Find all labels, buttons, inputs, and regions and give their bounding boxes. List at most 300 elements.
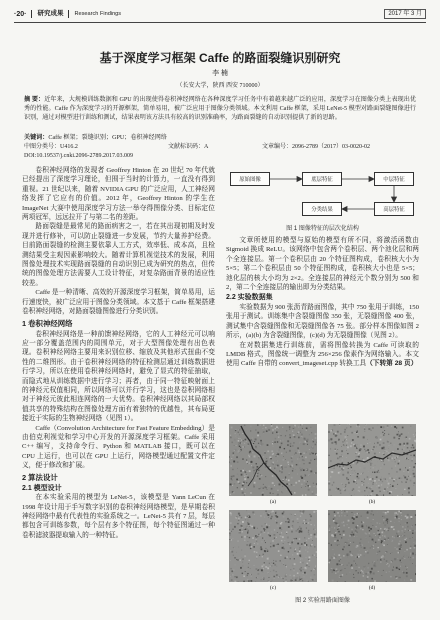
paragraph-text: 在对数据集进行训练前，需将图像转换为 Caffe 可读取的 LMDB 格式，图像统一调整为 256×256 像素作为网络输入。本文使用 Caffe 自带的 convert_imageset.cpp 转换工具: [226, 341, 419, 368]
texture-grain: [338, 469, 339, 470]
texture-grain: [335, 572, 336, 573]
texture-grain: [379, 452, 380, 453]
texture-grain: [246, 474, 247, 475]
texture-grain: [308, 487, 309, 488]
texture-grain: [260, 531, 262, 533]
texture-grain: [309, 434, 310, 435]
texture-grain: [255, 446, 257, 448]
texture-grain: [339, 457, 340, 458]
texture-grain: [360, 447, 361, 448]
texture-grain: [231, 539, 232, 540]
texture-grain: [371, 487, 372, 488]
texture-grain: [255, 429, 256, 430]
texture-grain: [238, 429, 239, 430]
texture-grain: [288, 521, 290, 523]
texture-grain: [300, 570, 302, 572]
texture-grain: [238, 481, 240, 483]
texture-grain: [334, 511, 335, 512]
texture-grain: [412, 532, 413, 533]
texture-grain: [330, 532, 331, 533]
texture-grain: [367, 517, 369, 519]
texture-grain: [253, 444, 254, 445]
texture-grain: [348, 482, 350, 484]
texture-grain: [302, 459, 304, 461]
texture-grain: [303, 520, 304, 521]
diagram-box: 分类结果: [302, 202, 342, 216]
texture-grain: [379, 491, 380, 492]
texture-grain: [265, 542, 266, 543]
paragraph: [226, 341, 419, 369]
texture-grain: [299, 531, 300, 532]
texture-grain: [358, 454, 359, 455]
texture-grain: [252, 452, 253, 453]
texture-grain: [342, 549, 343, 550]
texture-grain: [243, 477, 244, 478]
texture-grain: [367, 450, 368, 451]
texture-grain: [239, 446, 240, 447]
texture-grain: [297, 452, 298, 453]
texture-grain: [365, 435, 366, 436]
texture-grain: [328, 543, 329, 544]
texture-grain: [396, 516, 398, 518]
texture-grain: [410, 516, 412, 518]
texture-grain: [233, 452, 235, 454]
texture-grain: [384, 536, 385, 537]
texture-grain: [349, 572, 351, 574]
texture-grain: [387, 523, 388, 524]
texture-grain: [244, 494, 245, 495]
texture-grain: [378, 470, 379, 471]
texture-grain: [276, 426, 278, 428]
texture-grain: [267, 450, 269, 452]
texture-grain: [394, 514, 396, 516]
texture-grain: [247, 531, 249, 533]
texture-grain: [372, 490, 374, 492]
texture-grain: [236, 445, 237, 446]
texture-grain: [381, 575, 382, 576]
texture-grain: [312, 492, 313, 493]
texture-grain: [402, 449, 403, 450]
texture-grain: [387, 491, 388, 492]
texture-grain: [304, 474, 305, 475]
texture-grain: [358, 572, 359, 573]
texture-grain: [357, 464, 358, 465]
texture-grain: [246, 569, 248, 571]
texture-grain: [329, 528, 330, 529]
texture-grain: [351, 432, 353, 434]
texture-grain: [363, 566, 364, 567]
texture-grain: [276, 470, 277, 471]
texture-grain: [258, 458, 259, 459]
texture-grain: [365, 535, 367, 537]
texture-grain: [383, 478, 385, 480]
texture-grain: [314, 529, 315, 530]
texture-grain: [268, 429, 270, 431]
texture-grain: [255, 539, 256, 540]
texture-grain: [347, 515, 348, 516]
texture-grain: [260, 424, 262, 426]
texture-grain: [260, 534, 261, 535]
texture-grain: [411, 426, 412, 427]
texture-grain: [304, 561, 305, 562]
texture-grain: [272, 443, 273, 444]
texture-grain: [358, 486, 360, 488]
texture-grain: [314, 461, 315, 462]
texture-grain: [290, 575, 291, 576]
texture-grain: [294, 485, 295, 486]
texture-grain: [384, 528, 386, 530]
section-heading: 1 卷积神经网络: [22, 318, 73, 328]
texture-grain: [374, 580, 375, 581]
keywords: [24, 134, 416, 142]
texture-grain: [330, 430, 332, 432]
texture-grain: [369, 530, 370, 531]
texture-grain: [358, 527, 360, 529]
texture-grain: [305, 475, 306, 476]
texture-grain: [270, 543, 271, 544]
texture-grain: [306, 452, 307, 453]
texture-grain: [386, 530, 387, 531]
texture-grain: [372, 472, 373, 473]
texture-grain: [255, 438, 257, 440]
texture-grain: [384, 524, 386, 526]
texture-grain: [303, 511, 305, 513]
texture-grain: [398, 552, 400, 554]
texture-grain: [250, 492, 252, 494]
texture-grain: [234, 576, 235, 577]
texture-grain: [286, 579, 287, 580]
texture-grain: [264, 550, 266, 552]
texture-grain: [230, 494, 231, 495]
texture-grain: [395, 479, 396, 480]
texture-grain: [413, 542, 414, 543]
texture-grain: [289, 434, 290, 435]
texture-grain: [381, 460, 382, 461]
texture-grain: [254, 455, 256, 457]
texture-grain: [279, 446, 281, 448]
texture-grain: [242, 492, 244, 494]
texture-grain: [378, 539, 380, 541]
texture-grain: [375, 535, 376, 536]
texture-grain: [261, 493, 262, 494]
texture-grain: [366, 476, 367, 477]
texture-grain: [333, 468, 334, 469]
texture-grain: [308, 538, 309, 539]
texture-grain: [274, 538, 275, 539]
texture-grain: [280, 433, 281, 434]
texture-grain: [400, 541, 401, 542]
texture-grain: [367, 512, 369, 514]
texture-grain: [269, 431, 270, 432]
texture-grain: [338, 528, 339, 529]
texture-grain: [303, 469, 305, 471]
texture-grain: [364, 429, 365, 430]
classification-number: 中图分类号：U416.2: [24, 144, 78, 150]
texture-grain: [365, 424, 366, 425]
texture-grain: [359, 542, 361, 544]
texture-grain: [275, 512, 276, 513]
texture-grain: [412, 537, 413, 538]
texture-grain: [377, 461, 378, 462]
texture-grain: [393, 456, 394, 457]
texture-grain: [330, 476, 331, 477]
texture-grain: [332, 535, 334, 537]
section-name-english: Research Findings: [68, 10, 126, 18]
texture-grain: [345, 486, 346, 487]
texture-grain: [254, 551, 256, 553]
texture-grain: [342, 550, 343, 551]
texture-grain: [394, 558, 396, 560]
texture-grain: [304, 463, 305, 464]
texture-grain: [410, 538, 411, 539]
texture-grain: [307, 551, 309, 553]
texture-grain: [256, 536, 258, 538]
texture-grain: [293, 434, 295, 436]
texture-grain: [400, 512, 402, 514]
texture-grain: [237, 487, 238, 488]
texture-grain: [405, 566, 406, 567]
texture-grain: [243, 581, 245, 582]
texture-grain: [407, 447, 409, 449]
texture-grain: [259, 555, 260, 556]
texture-grain: [386, 560, 388, 562]
texture-grain: [284, 516, 285, 517]
texture-grain: [359, 580, 360, 581]
texture-grain: [407, 555, 408, 556]
texture-grain: [400, 547, 401, 548]
texture-grain: [371, 450, 372, 451]
texture-grain: [258, 534, 259, 535]
texture-grain: [279, 527, 281, 529]
texture-grain: [315, 566, 316, 567]
subsection-heading: 2.2 实验数据集: [226, 294, 273, 302]
texture-grain: [366, 459, 367, 460]
texture-grain: [378, 571, 379, 572]
texture-grain: [252, 537, 254, 539]
texture-grain: [256, 436, 257, 437]
texture-grain: [253, 527, 255, 529]
texture-grain: [231, 511, 232, 512]
texture-grain: [293, 568, 294, 569]
texture-grain: [412, 552, 413, 553]
texture-grain: [250, 568, 251, 569]
texture-grain: [337, 518, 338, 519]
texture-grain: [406, 549, 408, 551]
texture-grain: [230, 437, 232, 439]
texture-grain: [308, 524, 309, 525]
texture-grain: [334, 450, 335, 451]
texture-grain: [316, 551, 317, 553]
texture-grain: [332, 572, 333, 573]
texture-grain: [412, 470, 413, 471]
texture-grain: [367, 443, 368, 444]
texture-grain: [230, 550, 231, 551]
texture-grain: [247, 579, 248, 580]
texture-grain: [309, 514, 310, 515]
texture-grain: [281, 541, 282, 542]
texture-grain: [348, 479, 349, 480]
texture-grain: [388, 537, 390, 539]
texture-grain: [390, 576, 391, 577]
texture-grain: [295, 482, 297, 484]
texture-grain: [371, 430, 372, 431]
texture-grain: [381, 559, 382, 560]
texture-grain: [366, 550, 367, 551]
texture-grain: [311, 432, 312, 433]
texture-grain: [405, 526, 406, 527]
texture-grain: [299, 555, 301, 557]
texture-grain: [282, 536, 284, 538]
texture-grain: [300, 531, 302, 533]
texture-grain: [282, 513, 284, 515]
texture-grain: [233, 538, 234, 539]
texture-grain: [382, 465, 383, 466]
texture-grain: [244, 537, 246, 539]
texture-grain: [244, 472, 245, 473]
texture-grain: [304, 537, 305, 538]
texture-grain: [291, 531, 293, 533]
texture-grain: [335, 544, 337, 546]
texture-grain: [311, 520, 312, 521]
texture-grain: [292, 446, 293, 447]
texture-grain: [371, 493, 373, 495]
texture-grain: [286, 566, 287, 567]
texture-grain: [245, 439, 247, 441]
texture-grain: [401, 557, 403, 559]
texture-grain: [406, 569, 407, 570]
texture-grain: [245, 529, 246, 530]
texture-grain: [412, 563, 413, 564]
texture-grain: [274, 529, 275, 530]
texture-grain: [297, 543, 299, 545]
texture-grain: [372, 445, 373, 446]
texture-grain: [267, 489, 268, 490]
texture-grain: [338, 460, 339, 461]
texture-grain: [274, 515, 275, 516]
texture-grain: [302, 456, 303, 457]
texture-grain: [360, 448, 362, 450]
texture-grain: [263, 532, 264, 533]
texture-grain: [313, 529, 314, 530]
texture-grain: [265, 548, 266, 549]
texture-grain: [293, 540, 294, 541]
texture-grain: [380, 439, 382, 441]
texture-grain: [393, 480, 394, 481]
texture-grain: [270, 581, 271, 582]
texture-grain: [354, 470, 356, 472]
texture-grain: [413, 479, 414, 480]
texture-grain: [377, 425, 378, 426]
texture-grain: [303, 452, 304, 453]
texture-grain: [338, 554, 340, 556]
texture-grain: [387, 487, 388, 488]
texture-grain: [238, 443, 239, 444]
texture-grain: [232, 469, 233, 470]
texture-grain: [308, 522, 309, 523]
texture-grain: [233, 547, 234, 548]
texture-grain: [335, 435, 336, 436]
texture-grain: [391, 454, 393, 456]
texture-grain: [294, 563, 296, 565]
texture-grain: [244, 574, 245, 575]
texture-grain: [271, 580, 273, 582]
texture-grain: [278, 437, 279, 438]
texture-grain: [305, 564, 306, 565]
texture-grain: [397, 458, 399, 460]
texture-grain: [282, 439, 284, 441]
texture-grain: [234, 546, 235, 547]
texture-grain: [242, 483, 244, 485]
texture-grain: [403, 448, 404, 449]
texture-grain: [292, 565, 294, 567]
texture-grain: [237, 468, 238, 469]
texture-grain: [310, 468, 312, 470]
texture-grain: [272, 573, 274, 575]
texture-grain: [406, 572, 408, 574]
texture-grain: [295, 514, 296, 515]
texture-grain: [411, 458, 413, 460]
texture-grain: [268, 572, 269, 573]
texture-grain: [263, 456, 264, 457]
texture-grain: [229, 530, 231, 532]
texture-grain: [301, 578, 302, 579]
texture-grain: [294, 558, 295, 559]
texture-grain: [375, 542, 376, 543]
texture-grain: [343, 546, 345, 548]
texture-grain: [312, 540, 313, 541]
texture-grain: [269, 486, 270, 487]
texture-grain: [384, 430, 385, 431]
texture-grain: [286, 430, 287, 431]
texture-grain: [281, 471, 283, 473]
texture-grain: [271, 562, 272, 563]
texture-grain: [356, 447, 357, 448]
texture-grain: [292, 554, 293, 555]
image-label: (c): [269, 585, 277, 591]
texture-grain: [348, 545, 349, 546]
texture-grain: [249, 560, 250, 561]
texture-grain: [410, 553, 411, 554]
texture-grain: [313, 511, 315, 513]
texture-grain: [385, 451, 387, 453]
texture-grain: [391, 540, 392, 541]
texture-grain: [346, 546, 348, 548]
texture-grain: [346, 554, 348, 556]
texture-grain: [414, 539, 416, 541]
texture-grain: [342, 459, 343, 460]
texture-grain: [315, 458, 317, 460]
texture-grain: [239, 559, 241, 561]
texture-grain: [283, 543, 284, 544]
texture-grain: [292, 431, 293, 432]
texture-grain: [386, 532, 388, 534]
texture-grain: [340, 460, 341, 461]
texture-grain: [356, 425, 358, 427]
texture-grain: [397, 546, 398, 547]
texture-grain: [316, 532, 317, 533]
texture-grain: [340, 456, 341, 457]
texture-grain: [232, 529, 233, 530]
texture-grain: [359, 473, 360, 474]
texture-grain: [374, 443, 375, 444]
texture-grain: [340, 559, 341, 560]
texture-grain: [335, 522, 337, 524]
texture-grain: [399, 469, 401, 471]
texture-grain: [345, 545, 346, 546]
texture-grain: [301, 567, 303, 569]
crack-image-b: [328, 424, 416, 496]
header-rule: [14, 22, 426, 23]
